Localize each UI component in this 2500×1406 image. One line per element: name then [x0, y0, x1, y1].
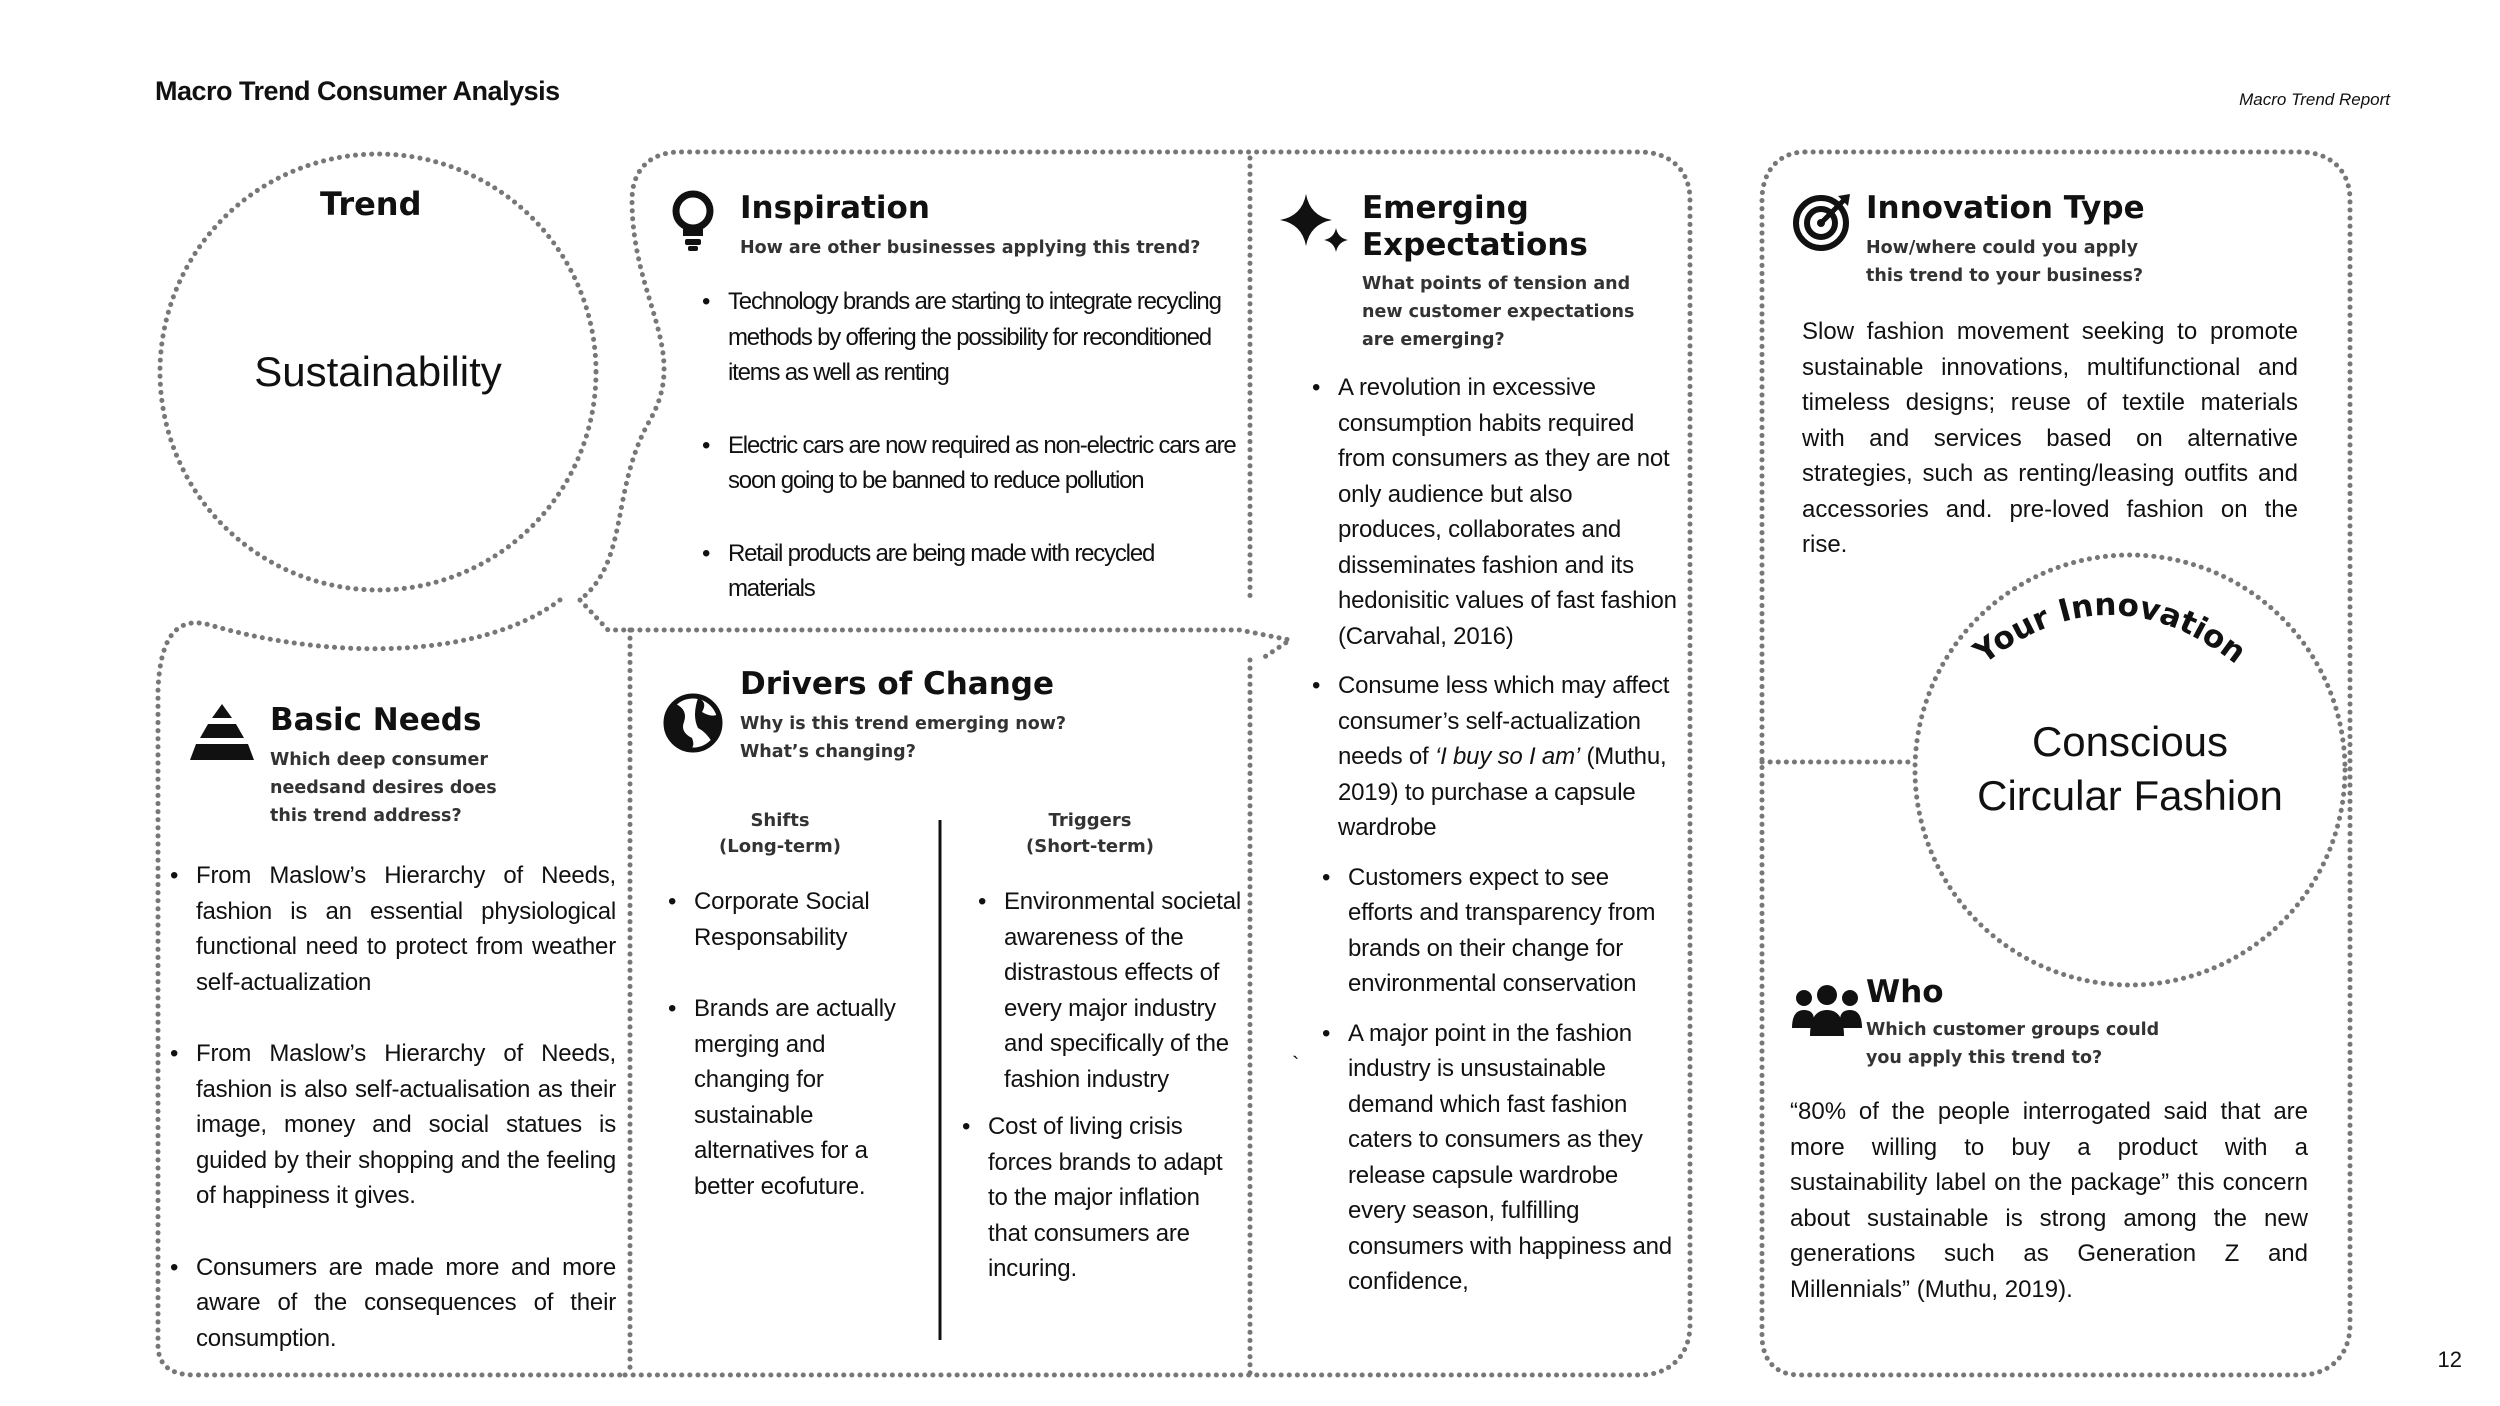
- inspiration-list: [698, 284, 1243, 607]
- shifts-header: [680, 808, 880, 860]
- drivers-question: Why is this trend emerging now? What’s changing?: [740, 714, 1067, 762]
- your-innovation-label: [1960, 560, 2260, 670]
- innovation-type-title: Innovation Type: [1866, 190, 2145, 226]
- people-group-icon: [1792, 984, 1862, 1036]
- basic-needs-title: Basic Needs: [270, 702, 482, 738]
- list-item-quote: ‘I buy so I am’: [1434, 743, 1581, 770]
- list-item: [1308, 370, 1678, 654]
- sparkle-icon: [1280, 194, 1350, 256]
- triggers-list: [974, 884, 1242, 1287]
- target-icon: [1792, 190, 1854, 252]
- shifts-header-line2: (Long-term): [719, 836, 841, 857]
- list-item: • Technology brands are starting to integrate recycling methods by offering the possibility for reconditioned items as well as renting: [698, 284, 1243, 391]
- globe-icon: [662, 692, 724, 754]
- emerging-title-line1: Emerging: [1362, 190, 1529, 226]
- your-innovation-label-text: Your Innovation: [1967, 586, 2253, 670]
- drivers-title: Drivers of Change: [740, 666, 1055, 702]
- list-item: • From Maslow’s Hierarchy of Needs, fashion is also self-actualisation as their image, money and social statues is guided by their shopping and the feeling of happiness it gives.: [166, 1036, 616, 1214]
- list-item-text: (Muthu, 2019) to purchase a capsule wardrobe: [1338, 743, 1667, 841]
- list-item: • Retail products are being made with recycled materials: [698, 536, 1243, 607]
- lightbulb-icon: [670, 190, 716, 252]
- your-innovation-line1: Conscious: [2031, 718, 2229, 765]
- report-label: Macro Trend Report: [2239, 90, 2390, 109]
- list-item: • A major point in the fashion industry is unsustainable demand which fast fashion caters to consumers as they release capsule wardrobe every season, fulfilling consumers with happiness and confidence,: [1318, 1016, 1678, 1300]
- list-item: • From Maslow’s Hierarchy of Needs, fashion is an essential physiological functional need to protect from weather self-actualization: [166, 858, 616, 1000]
- page-number: 12: [2437, 1347, 2462, 1372]
- innovation-type-text: Slow fashion movement seeking to promote sustainable innovations, multifunctional and timeless designs; reuse of textile materials with and services based on alternative strategies, such as renting/leasing outfits and accessories and. pre-loved fashion on the rise.: [1802, 318, 2298, 558]
- list-item: [1308, 668, 1678, 846]
- list-item: • Consumers are made more and more aware of the consequences of their consumption.: [166, 1250, 616, 1357]
- list-item: • Brands are actually merging and changing for sustainable alternatives for a better ecofuture.: [664, 991, 909, 1204]
- inspiration-question: How are other businesses applying this trend?: [740, 238, 1201, 258]
- trend-value: Sustainability: [254, 348, 502, 395]
- svg-text:Your Innovation: [1966, 587, 2252, 670]
- list-item: • Electric cars are now required as non-electric cars are soon going to be banned to reduce pollution: [698, 428, 1243, 499]
- list-item: • Cost of living crisis forces brands to adapt to the major inflation that consumers are incuring.: [958, 1109, 1242, 1287]
- list-item: • Customers expect to see efforts and transparency from brands on their change for environmental conservation: [1318, 860, 1678, 1002]
- innovation-type-question: How/where could you apply this trend to your business?: [1866, 238, 2144, 286]
- emerging-question: What points of tension and new customer expectations are emerging?: [1362, 274, 1635, 350]
- basic-needs-list: [166, 858, 616, 1356]
- shifts-header-line1: Shifts: [750, 810, 810, 831]
- who-question: Which customer groups could you apply this trend to?: [1866, 1020, 2160, 1068]
- triggers-header-line2: (Short-term): [1026, 836, 1154, 857]
- list-item-text: Consume less which may affect consumer’s self-actualization needs of: [1338, 672, 1670, 770]
- triggers-header: [990, 808, 1190, 860]
- who-text: “80% of the people interrogated said that are more willing to buy a product with a sustainability label on the package” this concern about sustainable is strong among the new generations such as Generation Z and Millennials” (Muthu, 2019).: [1790, 1098, 2308, 1303]
- who-title: Who: [1866, 974, 1944, 1010]
- list-item-text: A revolution in excessive consumption habits required from consumers as they are not only audience but also produces, collaborates and disseminates fashion and its hedonisitic values of fast fashion (Carvahal, 2016): [1338, 374, 1677, 650]
- shifts-list: [664, 884, 909, 1204]
- trend-label: Trend: [320, 185, 422, 223]
- emerging-list: [1308, 370, 1678, 1300]
- list-item: • Corporate Social Responsability: [664, 884, 909, 955]
- your-innovation-line2: Circular Fashion: [1977, 772, 2283, 819]
- page-title: Macro Trend Consumer Analysis: [155, 76, 560, 106]
- basic-needs-question: Which deep consumer needsand desires does this trend address?: [270, 750, 497, 826]
- inspiration-title: Inspiration: [740, 190, 930, 226]
- stray-mark: `: [1292, 1052, 1300, 1077]
- triggers-header-line1: Triggers: [1048, 810, 1132, 831]
- pyramid-icon: [188, 702, 256, 764]
- list-item: • Environmental societal awareness of the distrastous effects of every major industry and specifically of the fashion industry: [974, 884, 1242, 1097]
- emerging-title-line2: Expectations: [1362, 227, 1588, 263]
